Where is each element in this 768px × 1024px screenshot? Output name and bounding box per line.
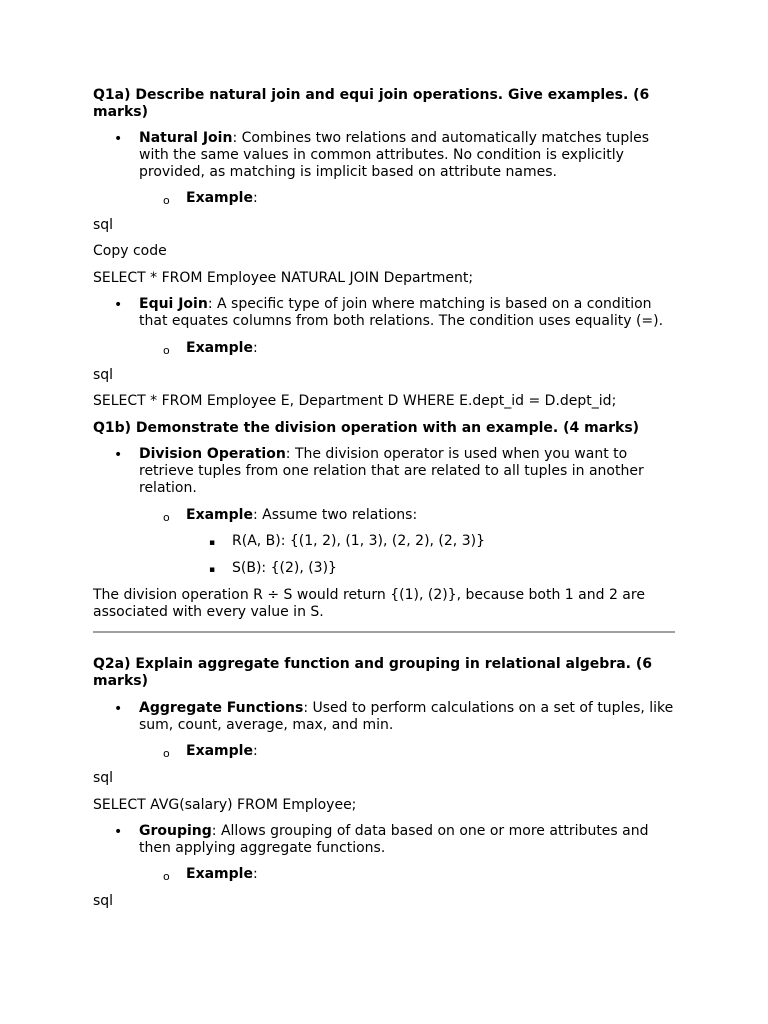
q2a-heading: Q2a) Explain aggregate function and grouping in relational algebra. (6 marks) [93, 656, 653, 689]
bullet-circle: o [163, 870, 170, 883]
bullet-dot: • [114, 447, 123, 463]
example-item [186, 743, 666, 760]
example-term: Example [186, 340, 253, 356]
sql-label: sql [93, 367, 114, 383]
example-term: Example [186, 743, 253, 759]
bullet-circle: o [163, 747, 170, 760]
example-text: : [252, 743, 258, 759]
copy-code-label: Copy code [93, 243, 167, 259]
aggregate-text: : Used to perform calculations on a set of tuples, like sum, count, average, max, and min. [139, 700, 674, 733]
sql-code-avg: SELECT AVG(salary) FROM Employee; [93, 797, 357, 813]
bullet-dot: • [114, 297, 123, 313]
example-text: : Assume two relations: [252, 507, 418, 523]
sql-label: sql [93, 770, 114, 786]
q1a-heading: Q1a) Describe natural join and equi join operations. Give examples. (6 marks) [93, 87, 650, 120]
bullet-dot: • [114, 131, 123, 147]
bullet-circle: o [163, 194, 170, 207]
relation-r: R(A, B): {(1, 2), (1, 3), (2, 2), (2, 3)} [232, 533, 485, 549]
example-text: : [252, 190, 258, 206]
aggregate-item [139, 700, 679, 734]
bullet-dot: • [114, 701, 123, 717]
equi-join-item [139, 296, 679, 330]
equi-join-term: Equi Join [139, 296, 208, 312]
natural-join-item [139, 130, 679, 181]
bullet-square: ▪ [209, 565, 216, 575]
bullet-dot: • [114, 824, 123, 840]
bullet-circle: o [163, 344, 170, 357]
example-text: : [252, 866, 258, 882]
example-item [186, 340, 666, 357]
example-term: Example [186, 866, 253, 882]
bullet-square: ▪ [209, 538, 216, 548]
natural-join-text: : Combines two relations and automatically matches tuples with the same values in common attributes. No condition is explicitly provided, as matching is implicit based on attribute names. [139, 130, 650, 180]
relation-s: S(B): {(2), (3)} [232, 560, 337, 576]
aggregate-term: Aggregate Functions [139, 700, 304, 716]
grouping-item [139, 823, 679, 857]
horizontal-rule [93, 631, 675, 633]
natural-join-term: Natural Join [139, 130, 233, 146]
equi-join-text: : A specific type of join where matching is based on a condition that equates columns from both relations. The condition uses equality (=). [139, 296, 664, 329]
example-item [186, 190, 666, 207]
sql-label: sql [93, 893, 114, 909]
example-term: Example [186, 507, 253, 523]
division-term: Division Operation [139, 446, 286, 462]
example-item [186, 866, 666, 883]
sql-code-natural-join: SELECT * FROM Employee NATURAL JOIN Department; [93, 270, 474, 286]
grouping-term: Grouping [139, 823, 212, 839]
q1b-heading: Q1b) Demonstrate the division operation with an example. (4 marks) [93, 420, 640, 436]
sql-label: sql [93, 217, 114, 233]
example-term: Example [186, 190, 253, 206]
bullet-circle: o [163, 511, 170, 524]
grouping-text: : Allows grouping of data based on one or more attributes and then applying aggregate functions. [139, 823, 649, 856]
division-text: : The division operator is used when you want to retrieve tuples from one relation that are related to all tuples in another relation. [139, 446, 644, 496]
division-result: The division operation R ÷ S would return {(1), (2)}, because both 1 and 2 are associated with every value in S. [93, 587, 645, 620]
division-item [139, 446, 679, 497]
example-item [186, 507, 666, 524]
sql-code-equi-join: SELECT * FROM Employee E, Department D WHERE E.dept_id = D.dept_id; [93, 393, 617, 409]
example-text: : [252, 340, 258, 356]
